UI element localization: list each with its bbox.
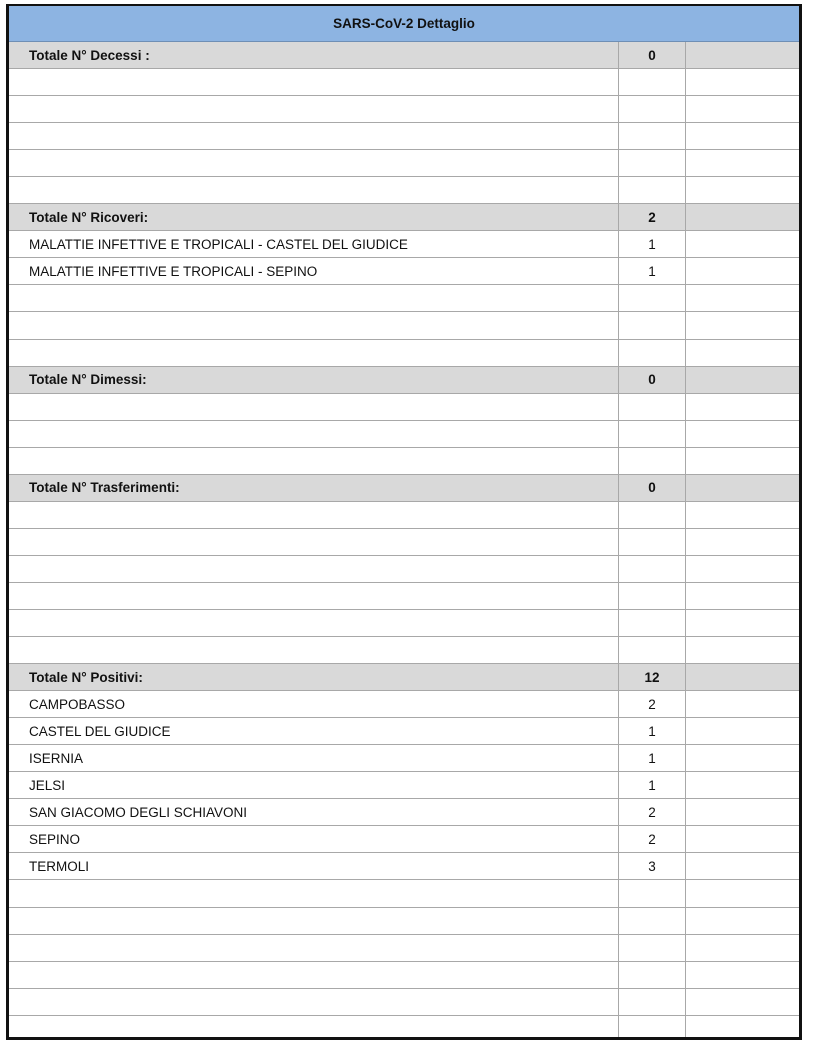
item-value: 1 — [618, 231, 685, 257]
empty-cell — [9, 150, 618, 176]
empty-cell — [685, 610, 799, 636]
empty-cell — [9, 583, 618, 609]
section-header-row — [9, 664, 799, 691]
section-total: 0 — [618, 367, 685, 393]
empty-cell — [618, 394, 685, 420]
empty-row — [9, 502, 799, 529]
table-row — [9, 826, 799, 853]
empty-cell — [618, 340, 685, 366]
item-name: MALATTIE INFETTIVE E TROPICALI - CASTEL DEL GIUDICE — [29, 236, 408, 252]
item-value: 3 — [618, 853, 685, 879]
section-total: 0 — [618, 42, 685, 68]
empty-cell — [685, 962, 799, 988]
empty-cell — [618, 448, 685, 474]
empty-cell — [685, 772, 799, 798]
spreadsheet — [6, 4, 802, 1040]
empty-cell — [9, 312, 618, 338]
empty-row — [9, 69, 799, 96]
empty-cell — [685, 1016, 799, 1040]
empty-row — [9, 312, 799, 339]
item-name: CAMPOBASSO — [29, 696, 126, 712]
empty-cell — [9, 502, 618, 528]
empty-cell — [618, 150, 685, 176]
item-value: 1 — [618, 258, 685, 284]
empty-cell — [618, 583, 685, 609]
detail-table — [9, 42, 799, 1040]
section-label: Totale N° Positivi: — [29, 669, 143, 685]
sheet-title: SARS-CoV-2 Dettaglio — [9, 6, 799, 42]
section-label: Totale N° Trasferimenti: — [29, 480, 180, 496]
empty-cell — [685, 177, 799, 203]
section-header-row — [9, 475, 799, 502]
empty-row — [9, 448, 799, 475]
empty-row — [9, 177, 799, 204]
empty-cell — [9, 908, 618, 934]
section-label: Totale N° Decessi : — [29, 47, 150, 63]
item-name: SEPINO — [29, 831, 81, 847]
empty-cell — [685, 637, 799, 663]
empty-cell — [685, 231, 799, 257]
item-value: 1 — [618, 718, 685, 744]
empty-cell — [685, 475, 799, 501]
empty-cell — [618, 880, 685, 906]
empty-row — [9, 556, 799, 583]
section-label: Totale N° Ricoveri: — [29, 209, 149, 225]
empty-cell — [9, 421, 618, 447]
empty-cell — [618, 637, 685, 663]
empty-cell — [618, 421, 685, 447]
empty-cell — [685, 853, 799, 879]
empty-cell — [9, 177, 618, 203]
section-header-row — [9, 204, 799, 231]
empty-cell — [685, 150, 799, 176]
empty-row — [9, 583, 799, 610]
empty-cell — [685, 285, 799, 311]
empty-cell — [9, 989, 618, 1015]
empty-cell — [685, 42, 799, 68]
empty-cell — [618, 908, 685, 934]
section-total: 0 — [618, 475, 685, 501]
empty-cell — [9, 880, 618, 906]
empty-cell — [9, 123, 618, 149]
empty-row — [9, 908, 799, 935]
empty-cell — [685, 123, 799, 149]
empty-cell — [618, 312, 685, 338]
empty-cell — [618, 69, 685, 95]
empty-cell — [618, 1016, 685, 1040]
item-name: ISERNIA — [29, 750, 84, 766]
empty-cell — [9, 1016, 618, 1040]
empty-cell — [9, 556, 618, 582]
empty-row — [9, 1016, 799, 1040]
empty-cell — [685, 448, 799, 474]
empty-cell — [618, 96, 685, 122]
empty-row — [9, 962, 799, 989]
item-value: 2 — [618, 799, 685, 825]
empty-cell — [9, 529, 618, 555]
empty-row — [9, 880, 799, 907]
table-row — [9, 745, 799, 772]
empty-cell — [618, 935, 685, 961]
empty-cell — [685, 258, 799, 284]
item-name: SAN GIACOMO DEGLI SCHIAVONI — [29, 804, 248, 820]
empty-row — [9, 610, 799, 637]
empty-cell — [685, 421, 799, 447]
table-row — [9, 691, 799, 718]
empty-cell — [9, 285, 618, 311]
empty-row — [9, 637, 799, 664]
item-name: TERMOLI — [29, 858, 90, 874]
empty-cell — [618, 610, 685, 636]
empty-cell — [618, 285, 685, 311]
empty-cell — [618, 962, 685, 988]
empty-row — [9, 989, 799, 1016]
empty-cell — [685, 583, 799, 609]
item-value: 2 — [618, 826, 685, 852]
empty-cell — [9, 448, 618, 474]
empty-cell — [685, 826, 799, 852]
empty-row — [9, 529, 799, 556]
empty-cell — [685, 556, 799, 582]
empty-cell — [685, 718, 799, 744]
empty-row — [9, 96, 799, 123]
empty-cell — [685, 204, 799, 230]
empty-cell — [9, 637, 618, 663]
item-name: JELSI — [29, 777, 66, 793]
empty-cell — [9, 610, 618, 636]
empty-cell — [685, 394, 799, 420]
empty-cell — [685, 880, 799, 906]
empty-cell — [685, 340, 799, 366]
empty-cell — [685, 69, 799, 95]
empty-cell — [9, 394, 618, 420]
empty-row — [9, 394, 799, 421]
empty-cell — [618, 123, 685, 149]
empty-cell — [9, 962, 618, 988]
table-row — [9, 231, 799, 258]
empty-cell — [9, 340, 618, 366]
empty-cell — [685, 989, 799, 1015]
empty-cell — [685, 664, 799, 690]
empty-row — [9, 150, 799, 177]
empty-cell — [9, 935, 618, 961]
empty-cell — [685, 96, 799, 122]
item-value: 1 — [618, 745, 685, 771]
empty-cell — [685, 529, 799, 555]
empty-cell — [618, 556, 685, 582]
empty-cell — [685, 502, 799, 528]
empty-row — [9, 421, 799, 448]
empty-cell — [685, 799, 799, 825]
table-row — [9, 772, 799, 799]
empty-row — [9, 340, 799, 367]
empty-cell — [685, 908, 799, 934]
empty-row — [9, 935, 799, 962]
section-header-row — [9, 42, 799, 69]
empty-cell — [9, 96, 618, 122]
empty-cell — [618, 989, 685, 1015]
empty-row — [9, 285, 799, 312]
empty-cell — [685, 367, 799, 393]
section-label: Totale N° Dimessi: — [29, 372, 147, 388]
empty-cell — [685, 745, 799, 771]
table-row — [9, 718, 799, 745]
empty-cell — [618, 502, 685, 528]
empty-cell — [9, 69, 618, 95]
item-value: 1 — [618, 772, 685, 798]
empty-cell — [685, 935, 799, 961]
table-row — [9, 258, 799, 285]
table-row — [9, 799, 799, 826]
item-name: MALATTIE INFETTIVE E TROPICALI - SEPINO — [29, 263, 318, 279]
empty-cell — [685, 312, 799, 338]
empty-cell — [618, 529, 685, 555]
section-total: 12 — [618, 664, 685, 690]
section-total: 2 — [618, 204, 685, 230]
table-row — [9, 853, 799, 880]
empty-row — [9, 123, 799, 150]
item-value: 2 — [618, 691, 685, 717]
empty-cell — [618, 177, 685, 203]
section-header-row — [9, 367, 799, 394]
empty-cell — [685, 691, 799, 717]
item-name: CASTEL DEL GIUDICE — [29, 723, 171, 739]
